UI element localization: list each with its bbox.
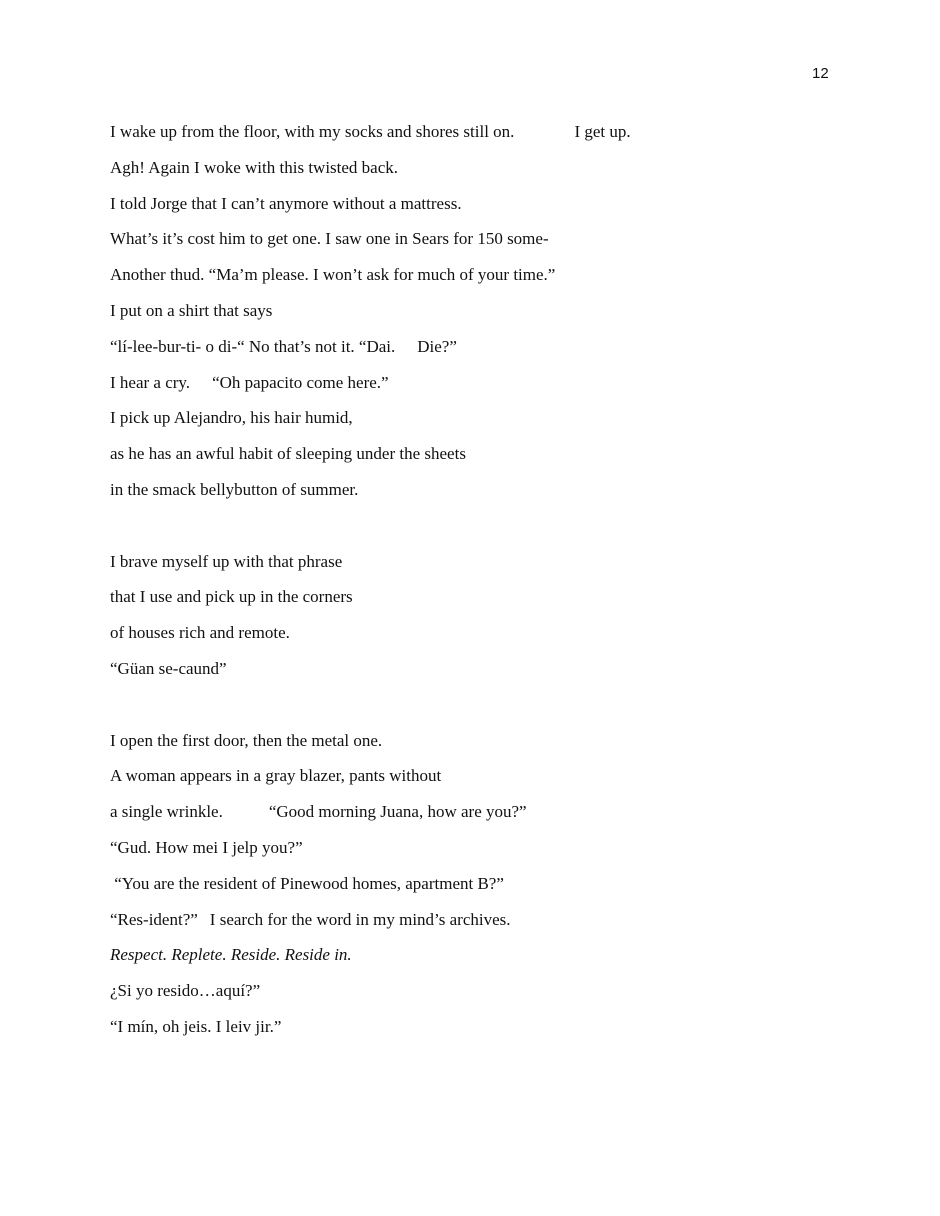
poem-line [110, 794, 870, 830]
poem-line: I pick up Alejandro, his hair humid, [110, 408, 353, 428]
poem-line: I put on a shirt that says [110, 300, 273, 320]
stanza-break [110, 687, 870, 723]
poem-line-text: I hear a cry. [110, 372, 191, 392]
poem-line: “I mín, oh jeis. I leiv jir.” [110, 1016, 282, 1036]
poem-line: A woman appears in a gray blazer, pants without [110, 766, 442, 786]
poem-line-italic: Respect. Replete. Reside. Reside in. [110, 945, 352, 965]
page-number: 12 [812, 65, 829, 82]
poem-line: I told Jorge that I can’t anymore without a mattress. [110, 193, 462, 213]
poem-line [110, 902, 870, 938]
poem-line-text: I get up. [574, 122, 631, 141]
poem-line-text: “Good morning Juana, how are you?” [268, 802, 527, 822]
poem-body [110, 114, 870, 1045]
stanza-break [110, 508, 870, 544]
poem-line [110, 329, 870, 365]
poem-line [110, 365, 870, 401]
poem-line: Another thud. “Ma’m please. I won’t ask for much of your time.” [110, 265, 556, 285]
poem-line-text: I wake up from the floor, with my socks and shores still on. [110, 122, 515, 141]
poem-line-text: Die?” [417, 336, 457, 356]
poem-line: ¿Si yo resido…aquí?” [110, 981, 261, 1001]
poem-line [110, 114, 870, 150]
poem-line: “You are the resident of Pinewood homes, apartment B?” [110, 873, 504, 893]
poem-line: in the smack bellybutton of summer. [110, 479, 359, 499]
poem-line: of houses rich and remote. [110, 623, 290, 643]
poem-line: “Gud. How mei I jelp you?” [110, 837, 303, 857]
poem-line: Agh! Again I woke with this twisted back. [110, 157, 399, 177]
poem-line: “Güan se-caund” [110, 658, 227, 678]
poem-line: I brave myself up with that phrase [110, 551, 343, 571]
poem-line: that I use and pick up in the corners [110, 587, 353, 607]
poem-line: I open the first door, then the metal one. [110, 730, 383, 750]
poem-line-text: I search for the word in my mind’s archives. [209, 909, 511, 929]
poem-line-text: “lí-lee-bur-ti- o di-“ No that’s not it. “Dai. [110, 336, 396, 356]
poem-line: as he has an awful habit of sleeping under the sheets [110, 444, 466, 464]
poem-line-text: “Oh papacito come here.” [212, 372, 389, 392]
poem-line-text: “Res-ident?” [110, 909, 198, 929]
poem-line-text: a single wrinkle. [110, 802, 223, 822]
poem-line: What’s it’s cost him to get one. I saw one in Sears for 150 some- [110, 229, 549, 249]
